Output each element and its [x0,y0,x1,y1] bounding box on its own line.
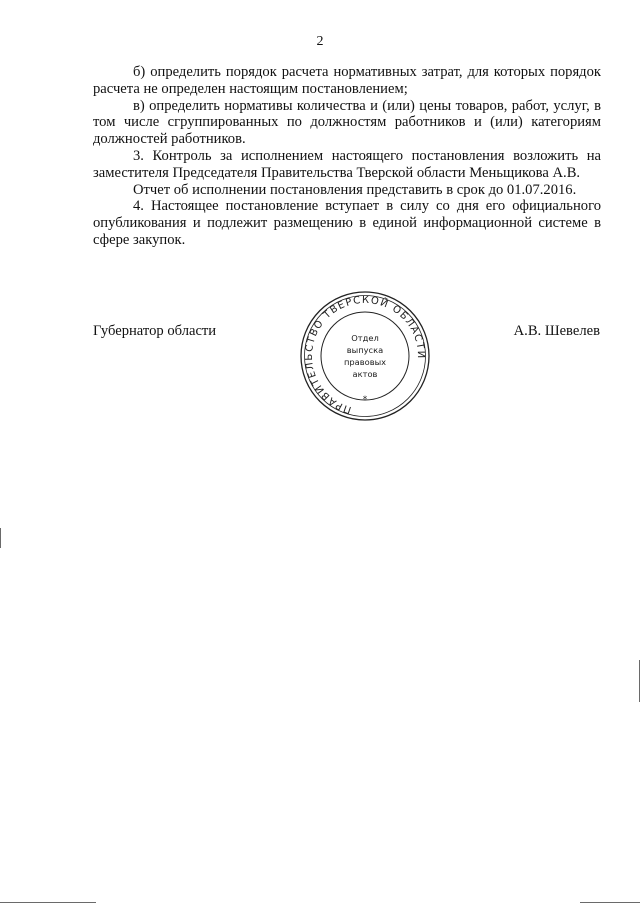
paragraph-report-deadline: Отчет об исполнении постановления представить в срок до 01.07.2016. [133,181,577,198]
scan-edge-mark-left [0,528,1,548]
stamp-line-4: актов [352,369,378,379]
paragraph-b: б) определить порядок расчета нормативных затрат, для которых порядок расчета не определен настоящим постановлением; [93,64,601,97]
stamp-line-2: выпуска [346,345,384,355]
paragraph-3: 3. Контроль за исполнением настоящего постановления возложить на заместителя Председателя Правительства Тверской области Меньщикова А.В. [93,147,601,181]
stamp-ring-text: ПРАВИТЕЛЬСТВО ТВЕРСКОЙ ОБЛАСТИ [303,294,427,416]
stamp-center-text [330,321,400,391]
official-stamp [299,290,431,422]
body-text [93,64,601,249]
stamp-line-3: правовых [343,357,387,367]
signature-name: А.В. Шевелев [513,323,600,339]
stamp-star-icon: * [362,395,368,405]
page-number: 2 [316,34,324,49]
paragraph-4: 4. Настоящее постановление вступает в силу со дня его официального опубликования и подлежит размещению в единой информационной системе в сфере закупок. [93,198,601,248]
signature-position: Губернатор области [93,323,217,339]
scan-bottom-line-left [0,902,96,903]
stamp-line-1: Отдел [351,333,379,343]
scan-bottom-line-right [580,902,640,903]
paragraph-v: в) определить нормативы количества и (или) цены товаров, работ, услуг, в том числе сгруппированных по должностям работников и (или) категориям должностей работников. [93,97,601,148]
